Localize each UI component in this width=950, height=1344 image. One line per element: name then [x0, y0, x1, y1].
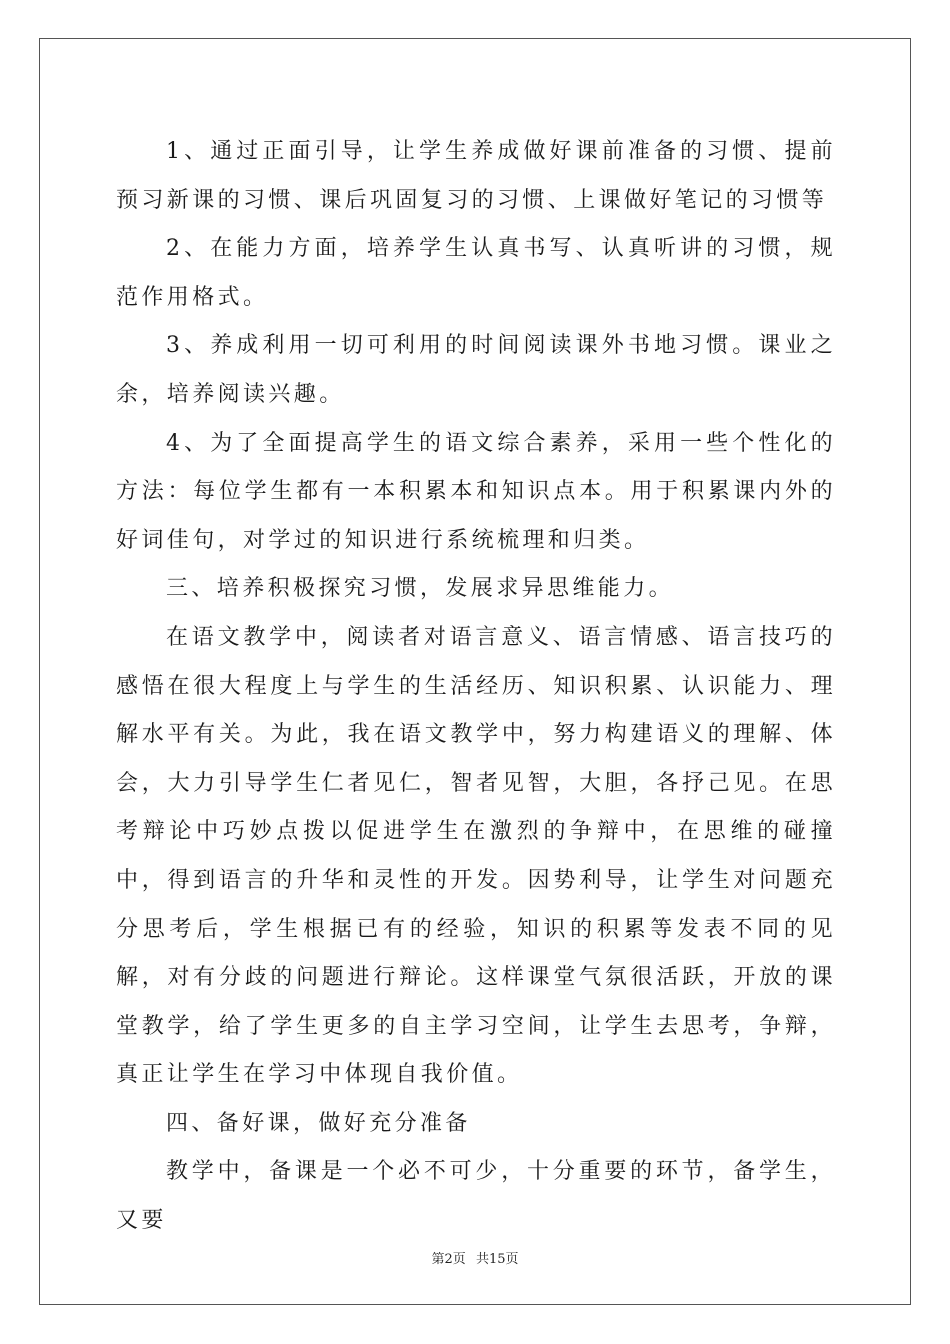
- section-heading-4: 四、备好课，做好充分准备: [166, 1110, 471, 1136]
- paragraph-reading-teaching: 在语文教学中，阅读者对语言意义、语言情感、语言技巧的感悟在很大程度上与学生的生活经历、知识积累、认识能力、理解水平有关。为此，我在语文教学中，努力构建语义的理解、体会，大力引导学生仁者见仁，智者见智，大胆，各抒己见。在思考辩论中巧妙点拨以促进学生在激烈的争辩中，在思维的碰撞中，得到语言的升华和灵性的开发。因势利导，让学生对问题充分思考后，学生根据已有的经验，知识的积累等发表不同的见解，对有分歧的问题进行辩论。这样课堂气氛很活跃，开放的课堂教学，给了学生更多的自主学习空间，让学生去思考，争辩，真正让学生在学习中体现自我价值。: [116, 624, 836, 1088]
- paragraph-habit-2: 2、在能力方面，培养学生认真书写、认真听讲的习惯，规范作用格式。: [116, 236, 836, 310]
- paragraph-lesson-prep: 教学中，备课是一个必不可少，十分重要的环节，备学生，又要: [116, 1159, 836, 1234]
- section-heading-3: 三、培养积极探究习惯，发展求异思维能力。: [166, 576, 675, 602]
- page-number: 第2页: [431, 1252, 466, 1267]
- paragraph-habit-1: 1、通过正面引导，让学生养成做好课前准备的习惯、提前预习新课的习惯、课后巩固复习的习惯、上课做好笔记的习惯等: [116, 139, 836, 213]
- document-body: [116, 128, 836, 1246]
- paragraph-habit-4: 4、为了全面提高学生的语文综合素养，采用一些个性化的方法：每位学生都有一本积累本和知识点本。用于积累课内外的好词佳句，对学过的知识进行系统梳理和归类。: [116, 430, 836, 553]
- page-total: 共15页: [475, 1252, 519, 1267]
- paragraph-habit-3: 3、养成利用一切可利用的时间阅读课外书地习惯。课业之余，培养阅读兴趣。: [116, 333, 836, 407]
- page-footer: [0, 1248, 950, 1267]
